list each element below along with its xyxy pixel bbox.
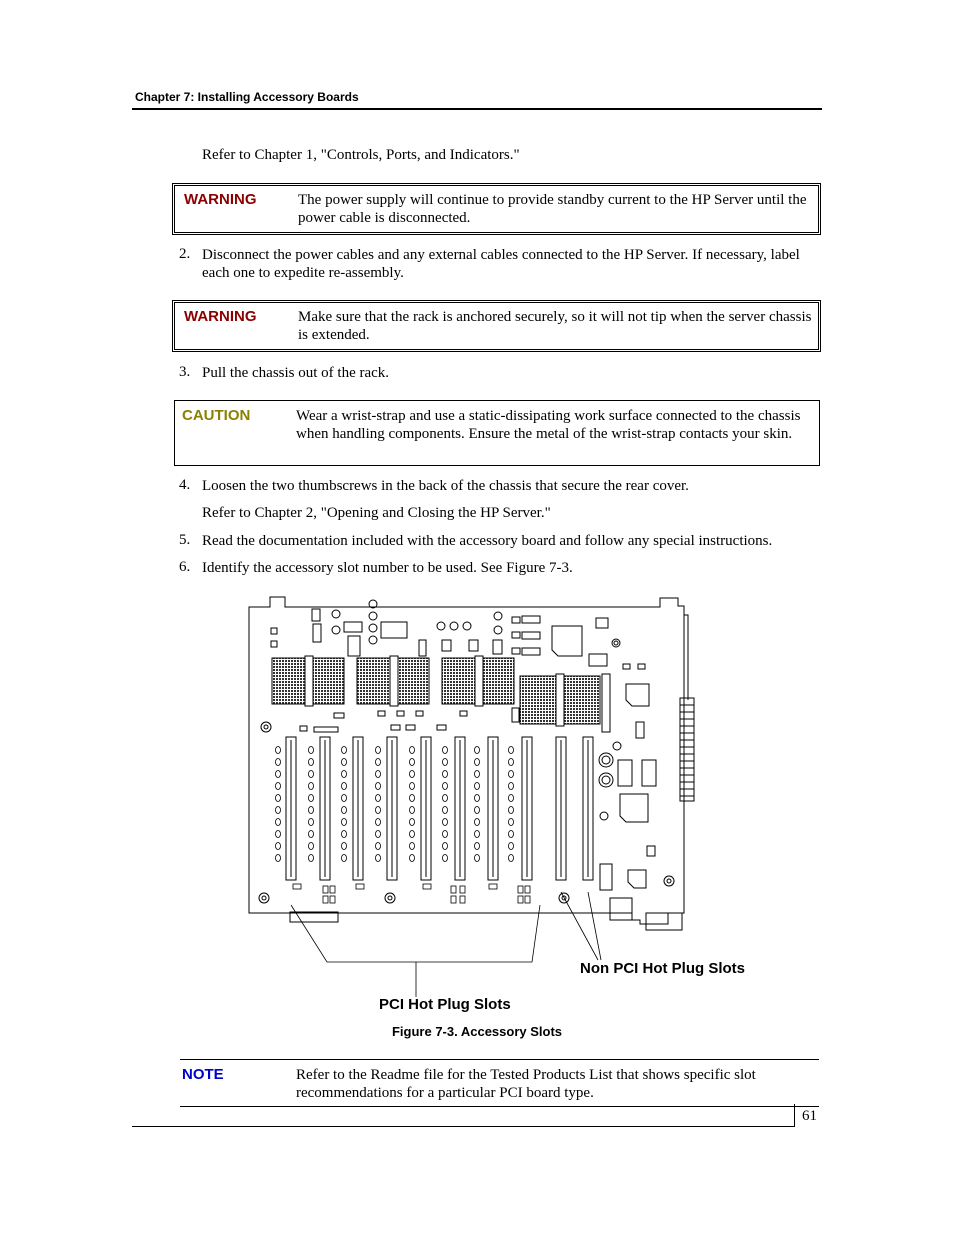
caution-text: Wear a wrist-strap and use a static-dissipating work surface connected to the chassis when handling components. Ensure the metal of the wrist-strap contacts your skin. bbox=[296, 408, 801, 442]
figure-caption: Figure 7-3. Accessory Slots bbox=[391, 1024, 563, 1039]
warning-label: WARNING bbox=[184, 308, 257, 325]
page-number: 61 bbox=[802, 1108, 817, 1124]
pci-bracket bbox=[291, 905, 540, 962]
pci-hot-plug-label: PCI Hot Plug Slots bbox=[379, 996, 511, 1013]
step-subtext: Refer to Chapter 2, "Opening and Closing the HP Server." bbox=[202, 505, 551, 521]
note-bottom-rule bbox=[180, 1106, 819, 1107]
intro-text: Refer to Chapter 1, "Controls, Ports, and Indicators." bbox=[202, 147, 520, 163]
warning-label: WARNING bbox=[184, 191, 257, 208]
note-text: Refer to the Readme file for the Tested Products List that shows specific slot recommendations for a particular PCI board type. bbox=[296, 1067, 756, 1101]
step-number: 2. bbox=[179, 246, 191, 262]
step-text: Disconnect the power cables and any external cables connected to the HP Server. If necessary, label each one to expedite re-assembly. bbox=[202, 247, 800, 281]
step-number: 4. bbox=[179, 477, 191, 493]
non-pci-hot-plug-label: Non PCI Hot Plug Slots bbox=[580, 960, 745, 977]
warning-text: The power supply will continue to provide standby current to the HP Server until the power cable is disconnected. bbox=[298, 192, 807, 226]
step-text: Identify the accessory slot number to be used. See Figure 7-3. bbox=[202, 560, 573, 576]
caution-label: CAUTION bbox=[182, 407, 251, 424]
step-text: Read the documentation included with the accessory board and follow any special instructions. bbox=[202, 533, 773, 549]
note-top-rule bbox=[180, 1059, 819, 1060]
step-number: 5. bbox=[179, 532, 191, 548]
step-number: 6. bbox=[179, 559, 191, 575]
warning-text: Make sure that the rack is anchored securely, so it will not tip when the server chassis is extended. bbox=[298, 309, 812, 343]
footer-divider bbox=[794, 1104, 795, 1127]
note-label: NOTE bbox=[182, 1066, 224, 1083]
footer-rule bbox=[132, 1126, 794, 1127]
step-number: 3. bbox=[179, 364, 191, 380]
step-text: Pull the chassis out of the rack. bbox=[202, 365, 390, 381]
step-text: Loosen the two thumbscrews in the back of the chassis that secure the rear cover. bbox=[202, 478, 689, 494]
chapter-header: Chapter 7: Installing Accessory Boards bbox=[135, 90, 359, 104]
